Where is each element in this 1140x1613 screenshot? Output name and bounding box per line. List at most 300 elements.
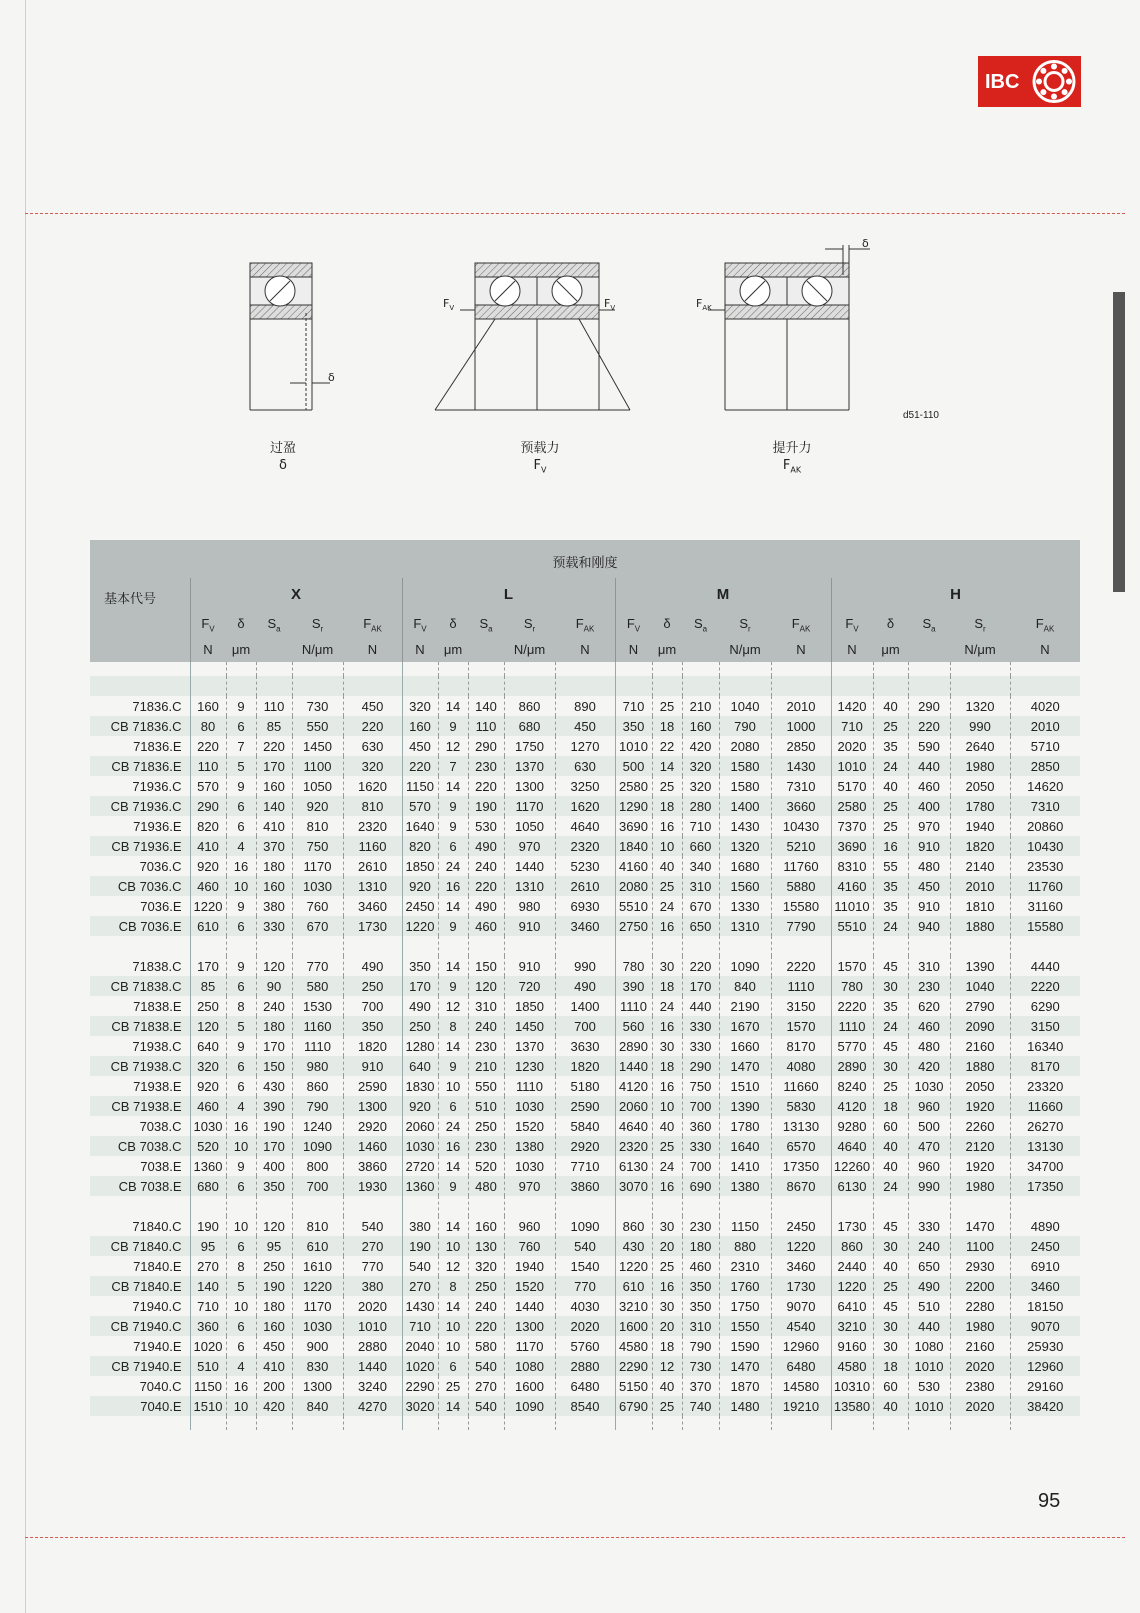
table-cell: 330 bbox=[682, 1136, 719, 1156]
fv-right-label: $F_V$ bbox=[604, 297, 616, 312]
table-cell: 1670 bbox=[719, 1016, 771, 1036]
table-cell: 370 bbox=[682, 1376, 719, 1396]
column-unit: N bbox=[203, 642, 213, 657]
bearing-code: CB 71936.C bbox=[90, 796, 190, 816]
table-cell: 350 bbox=[402, 956, 438, 976]
table-cell: 330 bbox=[256, 916, 292, 936]
column-symbol: δ bbox=[886, 616, 895, 631]
table-cell: 1580 bbox=[719, 756, 771, 776]
table-cell: 8170 bbox=[771, 1036, 831, 1056]
table-cell: 2450 bbox=[771, 1216, 831, 1236]
table-cell: 4270 bbox=[343, 1396, 402, 1416]
bearing-logo-icon bbox=[1028, 56, 1080, 107]
table-cell: 3150 bbox=[1010, 1016, 1080, 1036]
table-cell: 40 bbox=[873, 1396, 908, 1416]
table-cell: 1110 bbox=[771, 976, 831, 996]
bearing-code: CB 71838.C bbox=[90, 976, 190, 996]
table-cell: 340 bbox=[682, 856, 719, 876]
table-cell: 620 bbox=[908, 996, 950, 1016]
table-cell: 14 bbox=[438, 1296, 468, 1316]
column-unit: N bbox=[628, 642, 639, 657]
bearing-code: 71938.E bbox=[133, 1078, 182, 1094]
table-cell: 1220 bbox=[190, 896, 226, 916]
diagram-reference: d51-110 bbox=[903, 410, 939, 421]
table-cell: 1940 bbox=[504, 1256, 555, 1276]
table-cell: 2080 bbox=[719, 736, 771, 756]
table-cell: 5760 bbox=[555, 1336, 615, 1356]
table-cell: 1150 bbox=[402, 776, 438, 796]
table-cell: 1170 bbox=[292, 856, 343, 876]
table-cell: 1170 bbox=[504, 796, 555, 816]
table-cell: 1370 bbox=[504, 756, 555, 776]
table-row bbox=[90, 1256, 1080, 1276]
table-cell: 1820 bbox=[343, 1036, 402, 1056]
table-cell: 420 bbox=[256, 1396, 292, 1416]
table-cell: 17350 bbox=[771, 1156, 831, 1176]
table-cell: 1530 bbox=[292, 996, 343, 1016]
table-cell: 1010 bbox=[615, 736, 652, 756]
table-cell: 2010 bbox=[771, 696, 831, 716]
column-unit: μm bbox=[881, 642, 900, 657]
table-cell: 230 bbox=[468, 756, 504, 776]
table-cell: 30 bbox=[873, 976, 908, 996]
table-cell: 1590 bbox=[719, 1336, 771, 1356]
table-cell: 440 bbox=[908, 756, 950, 776]
table-cell: 8 bbox=[438, 1016, 468, 1036]
table-cell: 12 bbox=[652, 1356, 682, 1376]
column-symbol: $F_{AK}$ bbox=[1035, 616, 1055, 634]
table-cell: 2890 bbox=[831, 1056, 873, 1076]
table-cell: 1850 bbox=[504, 996, 555, 1016]
column-symbol: $S_a$ bbox=[693, 616, 708, 634]
table-cell: 220 bbox=[468, 1316, 504, 1336]
table-cell: 190 bbox=[190, 1216, 226, 1236]
table-cell: 1310 bbox=[719, 916, 771, 936]
table-cell: 220 bbox=[190, 736, 226, 756]
table-row bbox=[90, 1056, 1080, 1076]
table-cell: 45 bbox=[873, 1216, 908, 1236]
table-cell: 160 bbox=[190, 696, 226, 716]
table-cell: 2020 bbox=[555, 1316, 615, 1336]
table-cell: 320 bbox=[343, 756, 402, 776]
column-symbol: $S_r$ bbox=[739, 616, 751, 634]
table-cell: 29160 bbox=[1010, 1376, 1080, 1396]
table-cell: 9070 bbox=[771, 1296, 831, 1316]
table-cell: 3460 bbox=[555, 916, 615, 936]
table-cell: 920 bbox=[190, 1076, 226, 1096]
table-cell: 38420 bbox=[1010, 1396, 1080, 1416]
table-cell: 410 bbox=[256, 1356, 292, 1376]
table-cell: 13130 bbox=[771, 1116, 831, 1136]
table-row bbox=[90, 796, 1080, 816]
delta-lift-label: δ bbox=[862, 237, 869, 250]
table-cell: 1160 bbox=[343, 836, 402, 856]
table-cell: 810 bbox=[292, 816, 343, 836]
table-cell: 1010 bbox=[908, 1356, 950, 1376]
table-cell: 370 bbox=[256, 836, 292, 856]
table-cell: 1220 bbox=[771, 1236, 831, 1256]
table-cell: 30 bbox=[873, 1236, 908, 1256]
table-cell: 30 bbox=[652, 1216, 682, 1236]
table-cell: 460 bbox=[190, 876, 226, 896]
table-cell: 16 bbox=[873, 836, 908, 856]
table-row bbox=[90, 1236, 1080, 1256]
table-row bbox=[90, 836, 1080, 856]
table-cell: 7790 bbox=[771, 916, 831, 936]
table-cell: 1440 bbox=[504, 1296, 555, 1316]
table-cell: 450 bbox=[555, 716, 615, 736]
table-cell: 30 bbox=[652, 1296, 682, 1316]
table-cell: 520 bbox=[190, 1136, 226, 1156]
table-cell: 1930 bbox=[343, 1176, 402, 1196]
table-cell: 1920 bbox=[950, 1156, 1010, 1176]
table-cell: 7 bbox=[226, 736, 256, 756]
table-cell: 380 bbox=[402, 1216, 438, 1236]
table-cell: 9 bbox=[438, 916, 468, 936]
table-cell: 460 bbox=[682, 1256, 719, 1276]
table-cell: 1220 bbox=[831, 1276, 873, 1296]
table-cell: 16 bbox=[652, 916, 682, 936]
table-cell: 180 bbox=[256, 1016, 292, 1036]
table-cell: 1850 bbox=[402, 856, 438, 876]
table-cell: 1370 bbox=[504, 1036, 555, 1056]
table-cell: 24 bbox=[438, 1116, 468, 1136]
table-cell: 1520 bbox=[504, 1116, 555, 1136]
table-cell: 490 bbox=[468, 836, 504, 856]
table-cell: 10430 bbox=[771, 816, 831, 836]
table-cell: 510 bbox=[908, 1296, 950, 1316]
table-cell: 160 bbox=[402, 716, 438, 736]
table-cell: 90 bbox=[256, 976, 292, 996]
table-cell: 5830 bbox=[771, 1096, 831, 1116]
table-cell: 2850 bbox=[771, 736, 831, 756]
bearing-code: 71940.E bbox=[133, 1338, 182, 1354]
table-cell: 460 bbox=[908, 1016, 950, 1036]
table-cell: 2440 bbox=[831, 1256, 873, 1276]
table-cell: 390 bbox=[615, 976, 652, 996]
table-cell: 1230 bbox=[504, 1056, 555, 1076]
table-cell: 14 bbox=[438, 1396, 468, 1416]
table-cell: 1310 bbox=[343, 876, 402, 896]
table-cell: 290 bbox=[468, 736, 504, 756]
table-cell: 35 bbox=[873, 736, 908, 756]
table-cell: 970 bbox=[504, 836, 555, 856]
table-cell: 2580 bbox=[831, 796, 873, 816]
table-cell: 1580 bbox=[719, 776, 771, 796]
table-cell: 700 bbox=[292, 1176, 343, 1196]
table-cell: 780 bbox=[831, 976, 873, 996]
table-cell: 160 bbox=[256, 876, 292, 896]
table-cell: 4160 bbox=[831, 876, 873, 896]
bearing-code: 71940.C bbox=[132, 1298, 182, 1314]
table-cell: 14 bbox=[438, 776, 468, 796]
table-cell: 1310 bbox=[504, 876, 555, 896]
table-cell: 10 bbox=[226, 1396, 256, 1416]
table-cell: 2930 bbox=[950, 1256, 1010, 1276]
table-cell: 1730 bbox=[831, 1216, 873, 1236]
table-cell: 24 bbox=[438, 856, 468, 876]
table-cell: 900 bbox=[292, 1336, 343, 1356]
table-cell: 590 bbox=[908, 736, 950, 756]
table-cell: 2190 bbox=[719, 996, 771, 1016]
table-cell: 1390 bbox=[950, 956, 1010, 976]
table-cell: 360 bbox=[190, 1316, 226, 1336]
table-cell: 270 bbox=[468, 1376, 504, 1396]
table-cell: 30 bbox=[873, 1056, 908, 1076]
column-unit: N bbox=[847, 642, 857, 657]
table-cell: 40 bbox=[652, 856, 682, 876]
table-cell: 1360 bbox=[402, 1176, 438, 1196]
table-cell: 910 bbox=[504, 956, 555, 976]
table-cell: 6 bbox=[226, 976, 256, 996]
table-cell: 120 bbox=[468, 976, 504, 996]
table-cell: 220 bbox=[256, 736, 292, 756]
table-cell: 24 bbox=[652, 1156, 682, 1176]
table-cell: 680 bbox=[504, 716, 555, 736]
table-cell: 240 bbox=[908, 1236, 950, 1256]
table-cell: 960 bbox=[908, 1096, 950, 1116]
table-cell: 1570 bbox=[831, 956, 873, 976]
table-cell: 250 bbox=[343, 976, 402, 996]
table-cell: 310 bbox=[682, 1316, 719, 1336]
table-cell: 19210 bbox=[771, 1396, 831, 1416]
spacer-row bbox=[90, 936, 1080, 956]
table-cell: 2750 bbox=[615, 916, 652, 936]
table-cell: 3150 bbox=[771, 996, 831, 1016]
table-cell: 2140 bbox=[950, 856, 1010, 876]
table-cell: 1520 bbox=[504, 1276, 555, 1296]
column-symbol: δ bbox=[449, 616, 457, 631]
table-cell: 5180 bbox=[555, 1076, 615, 1096]
table-cell: 180 bbox=[682, 1236, 719, 1256]
table-cell: 1940 bbox=[950, 816, 1010, 836]
table-cell: 14 bbox=[438, 956, 468, 976]
table-cell: 8240 bbox=[831, 1076, 873, 1096]
table-cell: 1090 bbox=[555, 1216, 615, 1236]
column-symbol: $S_a$ bbox=[267, 616, 281, 634]
table-cell: 1300 bbox=[504, 1316, 555, 1336]
table-cell: 25 bbox=[652, 1396, 682, 1416]
table-cell: 320 bbox=[682, 776, 719, 796]
table-cell: 550 bbox=[292, 716, 343, 736]
table-cell: 9 bbox=[226, 956, 256, 976]
table-cell: 4030 bbox=[555, 1296, 615, 1316]
table-cell: 1400 bbox=[555, 996, 615, 1016]
table-cell: 1090 bbox=[504, 1396, 555, 1416]
table-row bbox=[90, 1036, 1080, 1056]
table-cell: 9280 bbox=[831, 1116, 873, 1136]
table-cell: 1600 bbox=[615, 1316, 652, 1336]
table-cell: 160 bbox=[256, 776, 292, 796]
table-cell: 55 bbox=[873, 856, 908, 876]
table-title: 预载和刚度 bbox=[552, 556, 618, 571]
table-cell: 240 bbox=[468, 856, 504, 876]
table-cell: 1470 bbox=[719, 1056, 771, 1076]
column-unit: N bbox=[796, 642, 806, 657]
table-cell: 12960 bbox=[771, 1336, 831, 1356]
table-cell: 210 bbox=[682, 696, 719, 716]
table-cell: 2380 bbox=[950, 1376, 1010, 1396]
table-cell: 630 bbox=[555, 756, 615, 776]
table-row bbox=[90, 1176, 1080, 1196]
bearing-code: CB 71938.E bbox=[90, 1096, 190, 1116]
table-cell: 4890 bbox=[1010, 1216, 1080, 1236]
table-cell: 3210 bbox=[831, 1316, 873, 1336]
table-cell: 26270 bbox=[1010, 1116, 1080, 1136]
table-cell: 610 bbox=[292, 1236, 343, 1256]
table-cell: 630 bbox=[343, 736, 402, 756]
table-cell: 290 bbox=[908, 696, 950, 716]
table-cell: 680 bbox=[190, 1176, 226, 1196]
logo-text: IBC bbox=[985, 71, 1020, 93]
table-cell: 4580 bbox=[831, 1356, 873, 1376]
table-cell: 1920 bbox=[950, 1096, 1010, 1116]
table-cell: 5510 bbox=[615, 896, 652, 916]
table-cell: 1440 bbox=[343, 1356, 402, 1376]
table-cell: 2920 bbox=[343, 1116, 402, 1136]
table-cell: 1320 bbox=[719, 836, 771, 856]
table-row bbox=[90, 1356, 1080, 1376]
table-cell: 1110 bbox=[831, 1016, 873, 1036]
table-row bbox=[90, 896, 1080, 916]
table-cell: 2050 bbox=[950, 1076, 1010, 1096]
table-cell: 420 bbox=[908, 1056, 950, 1076]
table-cell: 230 bbox=[468, 1036, 504, 1056]
table-cell: 800 bbox=[292, 1156, 343, 1176]
table-row bbox=[90, 1316, 1080, 1336]
table-cell: 1470 bbox=[950, 1216, 1010, 1236]
table-cell: 450 bbox=[908, 876, 950, 896]
spacer-row bbox=[90, 1416, 1080, 1430]
table-cell: 410 bbox=[190, 836, 226, 856]
table-cell: 1980 bbox=[950, 1316, 1010, 1336]
table-cell: 750 bbox=[682, 1076, 719, 1096]
table-cell: 6910 bbox=[1010, 1256, 1080, 1276]
table-cell: 190 bbox=[256, 1116, 292, 1136]
table-cell: 18150 bbox=[1010, 1296, 1080, 1316]
table-cell: 6 bbox=[226, 796, 256, 816]
table-cell: 2160 bbox=[950, 1336, 1010, 1356]
table-cell: 1820 bbox=[950, 836, 1010, 856]
table-cell: 7370 bbox=[831, 816, 873, 836]
table-cell: 4640 bbox=[555, 816, 615, 836]
table-cell: 1550 bbox=[719, 1316, 771, 1336]
table-cell: 270 bbox=[343, 1236, 402, 1256]
bearing-code: CB 7038.E bbox=[90, 1176, 190, 1196]
table-cell: 1390 bbox=[719, 1096, 771, 1116]
bearing-code: CB 71938.C bbox=[90, 1056, 190, 1076]
table-cell: 45 bbox=[873, 1296, 908, 1316]
table-cell: 4640 bbox=[615, 1116, 652, 1136]
table-cell: 45 bbox=[873, 1036, 908, 1056]
column-unit: N bbox=[1040, 642, 1050, 657]
bearing-code: 71836.C bbox=[132, 698, 182, 714]
table-cell: 7310 bbox=[771, 776, 831, 796]
table-cell: 330 bbox=[908, 1216, 950, 1236]
table-cell: 6930 bbox=[555, 896, 615, 916]
table-cell: 320 bbox=[682, 756, 719, 776]
group-label: X bbox=[290, 586, 301, 603]
table-cell: 250 bbox=[190, 996, 226, 1016]
table-cell: 85 bbox=[256, 716, 292, 736]
table-cell: 890 bbox=[555, 696, 615, 716]
page-number: 95 bbox=[1038, 1490, 1061, 1512]
table-cell: 4540 bbox=[771, 1316, 831, 1336]
bearing-code: CB 71840.C bbox=[90, 1236, 190, 1256]
table-cell: 11760 bbox=[771, 856, 831, 876]
table-cell: 14 bbox=[438, 1036, 468, 1056]
table-cell: 860 bbox=[615, 1216, 652, 1236]
table-cell: 2720 bbox=[402, 1156, 438, 1176]
table-cell: 350 bbox=[682, 1276, 719, 1296]
table-cell: 7710 bbox=[555, 1156, 615, 1176]
bearing-code: 7036.E bbox=[140, 898, 182, 914]
table-cell: 190 bbox=[256, 1276, 292, 1296]
table-cell: 40 bbox=[652, 1116, 682, 1136]
table-cell: 3070 bbox=[615, 1176, 652, 1196]
table-cell: 2120 bbox=[950, 1136, 1010, 1156]
table-cell: 10 bbox=[652, 1096, 682, 1116]
table-cell: 150 bbox=[468, 956, 504, 976]
column-unit: N bbox=[415, 642, 425, 657]
table-cell: 8540 bbox=[555, 1396, 615, 1416]
table-cell: 1510 bbox=[190, 1396, 226, 1416]
table-cell: 270 bbox=[190, 1256, 226, 1276]
table-cell: 1290 bbox=[615, 796, 652, 816]
column-symbol: $S_r$ bbox=[523, 616, 536, 634]
table-cell: 2790 bbox=[950, 996, 1010, 1016]
table-cell: 2880 bbox=[555, 1356, 615, 1376]
table-cell: 250 bbox=[468, 1116, 504, 1136]
table-cell: 9 bbox=[226, 1036, 256, 1056]
table-cell: 2020 bbox=[343, 1296, 402, 1316]
table-cell: 1400 bbox=[719, 796, 771, 816]
table-cell: 2040 bbox=[402, 1336, 438, 1356]
table-cell: 1220 bbox=[615, 1256, 652, 1276]
table-cell: 1030 bbox=[190, 1116, 226, 1136]
table-cell: 1680 bbox=[719, 856, 771, 876]
table-cell: 1020 bbox=[402, 1356, 438, 1376]
table-cell: 4020 bbox=[1010, 696, 1080, 716]
table-cell: 1080 bbox=[504, 1356, 555, 1376]
table-cell: 490 bbox=[555, 976, 615, 996]
table-cell: 14 bbox=[652, 756, 682, 776]
table-cell: 170 bbox=[190, 956, 226, 976]
column-unit: μm bbox=[443, 642, 463, 657]
table-row bbox=[90, 1076, 1080, 1096]
table-cell: 110 bbox=[190, 756, 226, 776]
table-cell: 9 bbox=[226, 1156, 256, 1176]
bearing-code: CB 71836.E bbox=[90, 756, 190, 776]
table-cell: 140 bbox=[256, 796, 292, 816]
table-cell: 240 bbox=[256, 996, 292, 1016]
table-cell: 170 bbox=[682, 976, 719, 996]
table-cell: 15580 bbox=[1010, 916, 1080, 936]
table-cell: 1010 bbox=[831, 756, 873, 776]
table-cell: 240 bbox=[468, 1296, 504, 1316]
table-cell: 2280 bbox=[950, 1296, 1010, 1316]
column-symbol: $S_a$ bbox=[922, 616, 936, 634]
table-cell: 25 bbox=[652, 776, 682, 796]
table-cell: 23530 bbox=[1010, 856, 1080, 876]
table-cell: 1600 bbox=[504, 1376, 555, 1396]
table-cell: 5170 bbox=[831, 776, 873, 796]
table-cell: 240 bbox=[468, 1016, 504, 1036]
table-cell: 6570 bbox=[771, 1136, 831, 1156]
table-cell: 3660 bbox=[771, 796, 831, 816]
table-cell: 760 bbox=[292, 896, 343, 916]
table-cell: 390 bbox=[256, 1096, 292, 1116]
